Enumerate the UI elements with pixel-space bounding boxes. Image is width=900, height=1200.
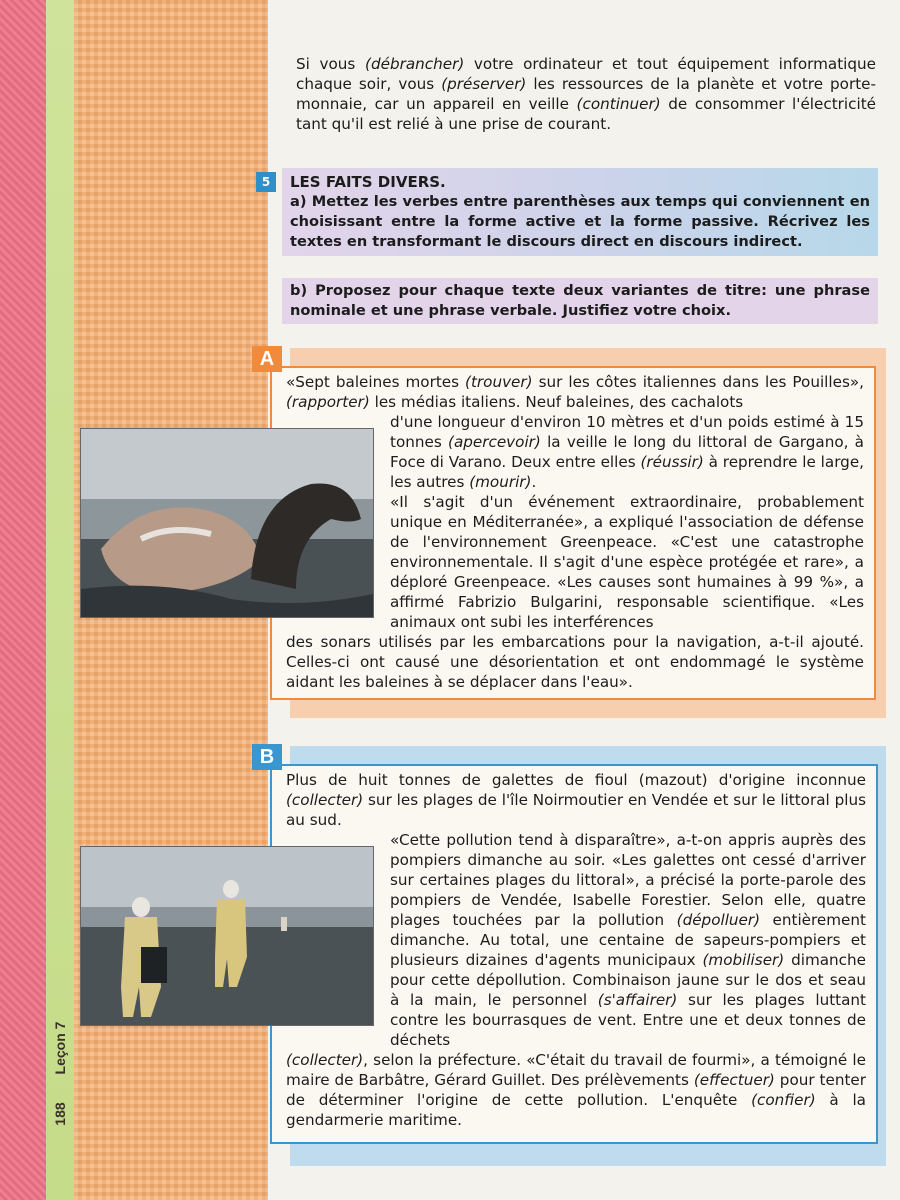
exercise-title: LES FAITS DIVERS. <box>290 173 446 191</box>
exercise-instruction-a: a) Mettez les verbes entre parenthèses aux temps qui conviennent en choisissant entre la forme active et la forme passive. Récrivez les textes en transformant le discours direct en discours indirect. <box>290 193 870 250</box>
text-a-label: A <box>252 346 282 372</box>
whale-illustration <box>81 429 373 617</box>
exercise-instruction-b-box <box>282 278 878 324</box>
beach-cleanup-illustration <box>81 847 373 1025</box>
page-number: 188 <box>52 1102 68 1126</box>
text-a-paragraph-1: «Sept baleines mortes (trouver) sur les côtes italiennes dans les Pouilles», (rapporter) les médias italiens. Neuf baleines, des cachalots <box>286 373 864 411</box>
text-b-paragraph-3: (collecter), selon la préfecture. «C'était du travail de fourmi», a témoigné le maire de Barbâtre, Gérard Guillet. Des prélèvements (effectuer) pour tenter de déterminer l'origine de cette pollution. L'enquête (confier) à la gendarmerie maritime. <box>286 1051 866 1129</box>
exercise-number: 5 <box>256 172 276 192</box>
text-b-paragraph-2: «Cette pollution tend à disparaître», a-t-on appris auprès des pompiers dimanche au soir. «Les galettes ont cessé d'arriver sur certaines plages du littoral», a précisé la porte-parole des pompiers de Vendée, Isabelle Forestier. Selon elle, quatre plages touchées par la pollution (dépolluer) entièrement dimanche. Au total, une centaine de sapeurs-pompiers et plusieurs dizaines d'agents municipaux (mobiliser) dimanche pour cette dépollution. Combinaison jaune sur le dos et seau à la main, le personnel (s'affairer) sur les plages luttant contre les bourrasques de vent. Entre une et deux tonnes de déchets <box>390 831 867 1049</box>
text-b-label: B <box>252 744 282 770</box>
text-a-paragraph-4: des sonars utilisés par les embarcations pour la navigation, a-t-il ajouté. Celles-ci ont causé une désorientation et ont endommagé le système aidant les baleines à se déplacer dans l'eau». <box>286 633 864 691</box>
text-b-paragraph-1: Plus de huit tonnes de galettes de fioul (mazout) d'origine inconnue (collecter) sur les plages de l'île Noirmoutier en Vendée et sur le littoral plus au sud. <box>286 771 866 829</box>
intro-paragraph: Si vous (débrancher) votre ordinateur et tout équipement informatique chaque soir, vous (préserver) les ressources de la planète et votre porte-monnaie, car un appareil en veille (continuer) de consommer l'électricité tant qu'il est relié à une prise de courant. <box>296 55 876 133</box>
exercise-header <box>282 168 878 256</box>
text-a-paragraph-3: «Il s'agit d'un événement extraordinaire, probablement unique en Méditerranée», a expliqué l'association de défense de l'environnement Greenpeace. «C'est une catastrophe environnementale. Il s'agit d'une espèce protégée et rare», a déploré Greenpeace. «Les causes sont humaines à 99 %», a affirmé Fabrizio Bulgarini, responsable scientifique. «Les animaux ont subi les interférences <box>390 493 864 631</box>
beach-cleanup-photo <box>80 846 374 1026</box>
margin-band-pink <box>0 0 52 1200</box>
text-a-paragraph-2: d'une longueur d'environ 10 mètres et d'un poids estimé à 15 tonnes (apercevoir) la veille le long du littoral de Gargano, à Foce di Varano. Deux entre elles (réussir) à reprendre le large, les autres (mourir). <box>390 413 864 491</box>
lesson-label: Leçon 7 <box>52 1021 68 1075</box>
exercise-instruction-b: b) Proposez pour chaque texte deux variantes de titre: une phrase nominale et une phrase verbale. Justifiez votre choix. <box>290 282 870 319</box>
whale-photo <box>80 428 374 618</box>
